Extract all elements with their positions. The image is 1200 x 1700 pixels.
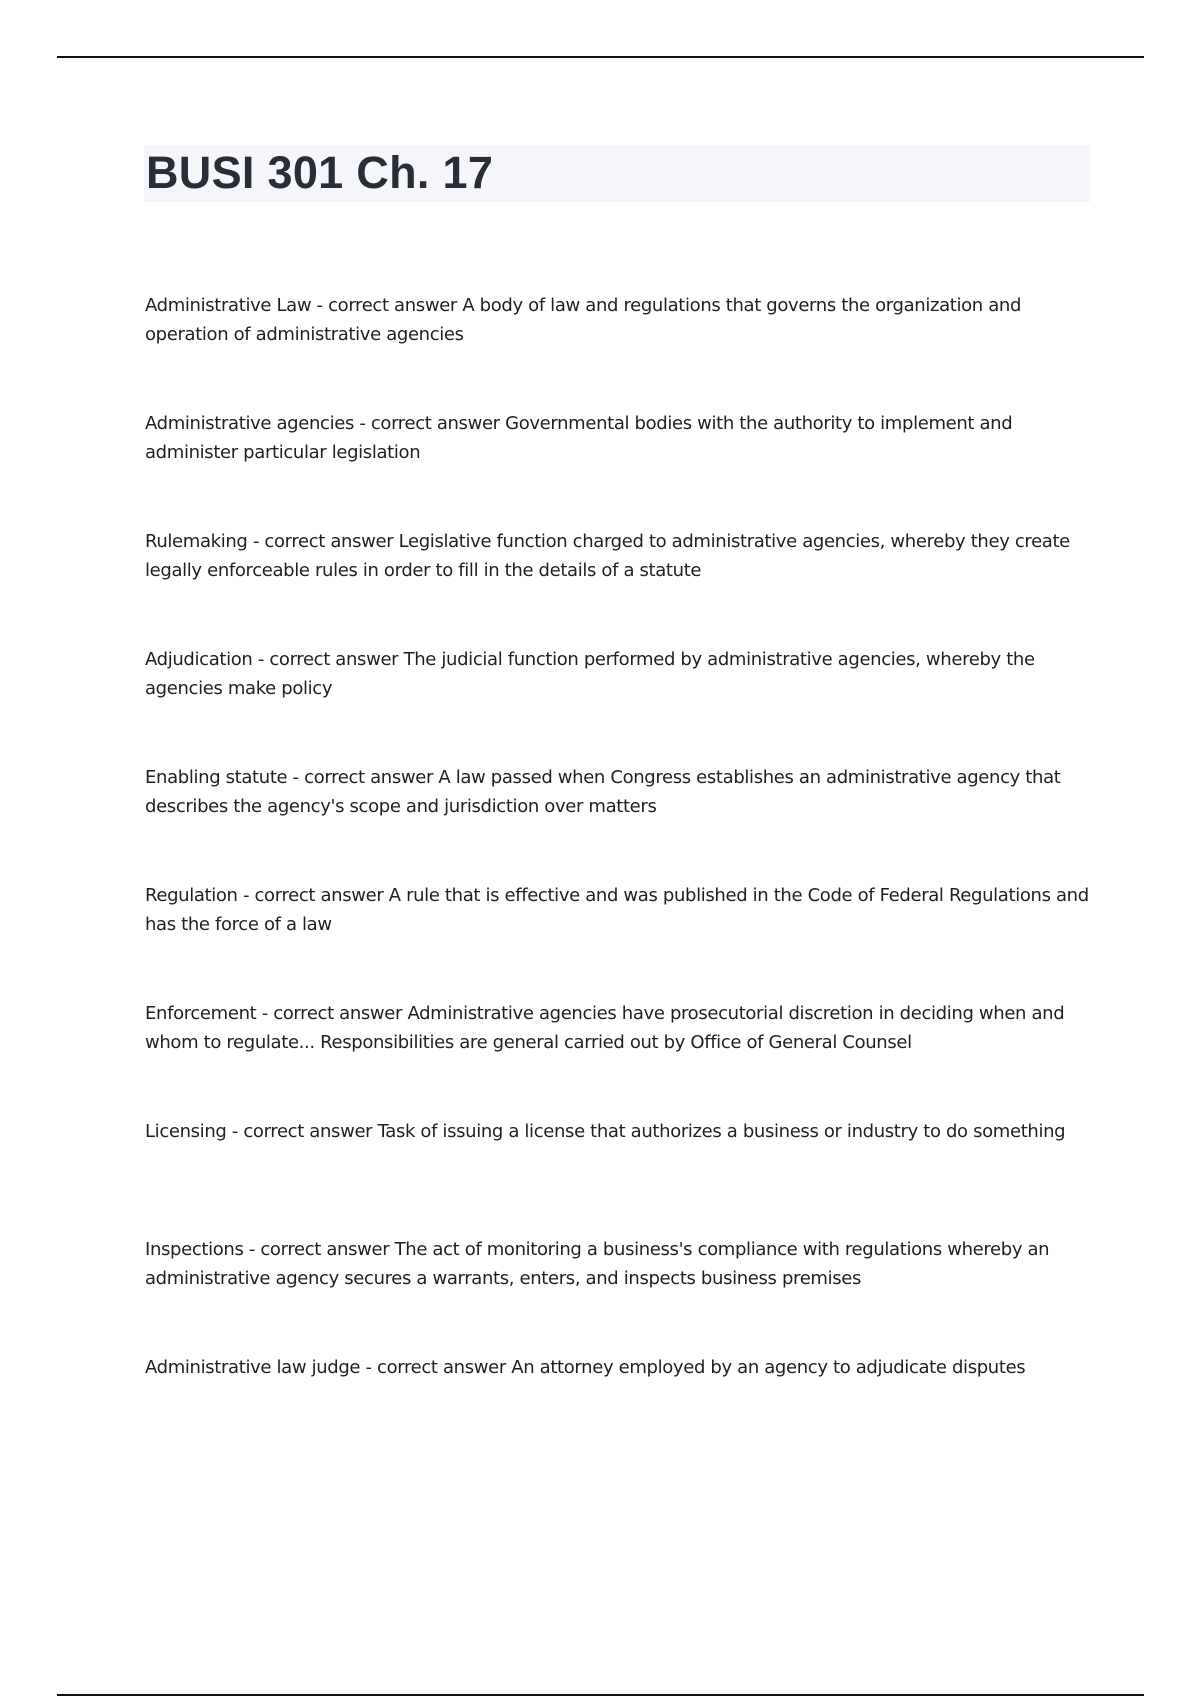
page-title: BUSI 301 Ch. 17 <box>146 147 494 198</box>
entry-enabling-statute: Enabling statute - correct answer A law passed when Congress establishes an administrative agency that describes the agency's scope and jurisdiction over matters <box>145 767 1061 817</box>
entry-inspections: Inspections - correct answer The act of monitoring a business's compliance with regulations whereby an administrative agency secures a warrants, enters, and inspects business premises <box>145 1239 1050 1289</box>
entry-adjudication: Adjudication - correct answer The judicial function performed by administrative agencies, whereby the agencies make policy <box>145 649 1035 699</box>
entry-rulemaking: Rulemaking - correct answer Legislative function charged to administrative agencies, whereby they create legally enforceable rules in order to fill in the details of a statute <box>145 531 1070 581</box>
entry-administrative-law-judge: Administrative law judge - correct answer An attorney employed by an agency to adjudicate disputes <box>145 1357 1026 1378</box>
entry-enforcement: Enforcement - correct answer Administrative agencies have prosecutorial discretion in deciding when and whom to regulate... Responsibilities are general carried out by Office of General Counsel <box>145 1003 1065 1053</box>
top-rule <box>57 56 1144 58</box>
bottom-rule <box>57 1694 1144 1696</box>
entry-list <box>145 291 1095 1471</box>
entry-administrative-agencies: Administrative agencies - correct answer Governmental bodies with the authority to implement and administer particular legislation <box>145 413 1013 463</box>
entry-administrative-law: Administrative Law - correct answer A body of law and regulations that governs the organization and operation of administrative agencies <box>145 295 1022 345</box>
entry-licensing: Licensing - correct answer Task of issuing a license that authorizes a business or industry to do something <box>145 1121 1066 1142</box>
entry-regulation: Regulation - correct answer A rule that is effective and was published in the Code of Federal Regulations and has the force of a law <box>145 885 1089 935</box>
